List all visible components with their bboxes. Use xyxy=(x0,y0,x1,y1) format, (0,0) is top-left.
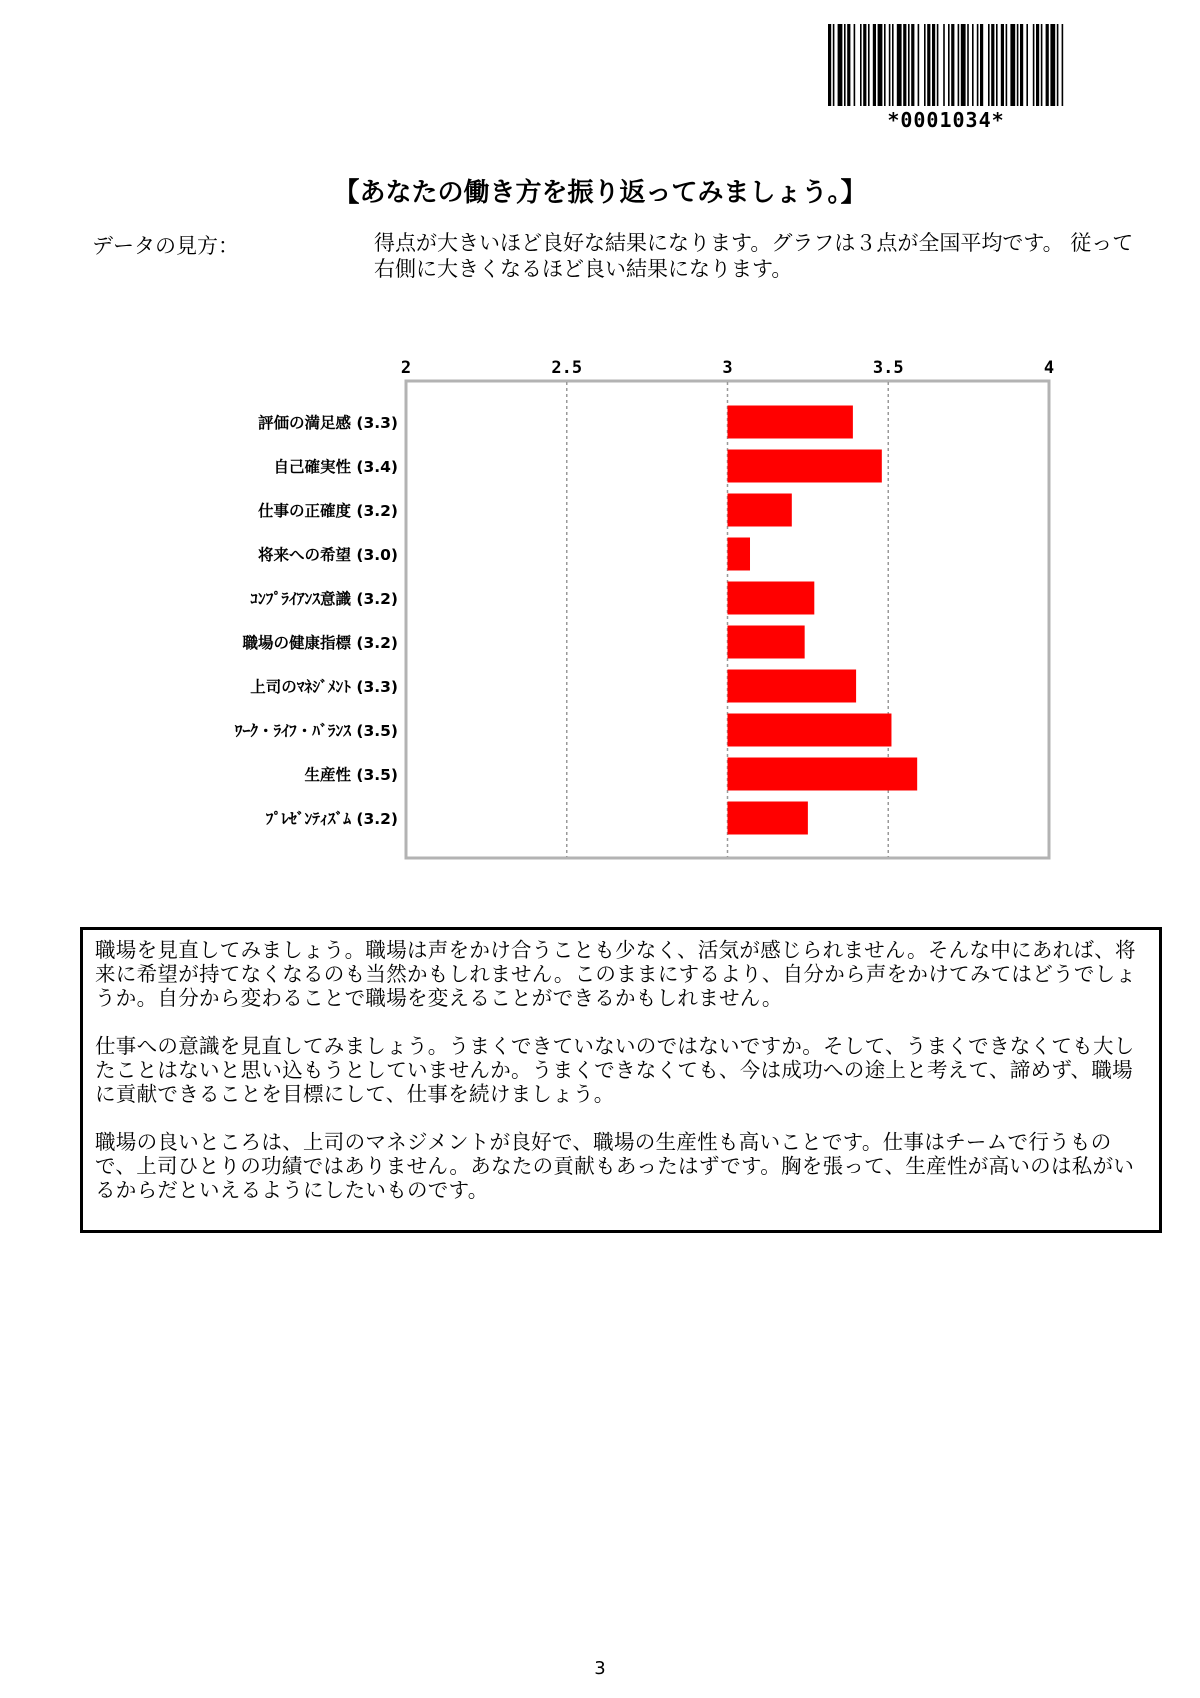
barcode-bar xyxy=(1006,24,1008,106)
x-tick-label: 2 xyxy=(400,358,412,378)
bar xyxy=(728,802,808,835)
barcode-bar xyxy=(847,24,850,106)
bar xyxy=(728,626,805,659)
bar xyxy=(728,538,751,571)
category-label: 上司のﾏﾈｼﾞﾒﾝﾄ (3.3) xyxy=(250,678,398,696)
barcode-bar xyxy=(1017,24,1019,106)
barcode-bar xyxy=(961,24,966,106)
category-label: 評価の満足感 (3.3) xyxy=(257,414,398,432)
barcode-bar xyxy=(980,24,983,106)
bar xyxy=(728,582,815,615)
bar xyxy=(728,450,882,483)
category-label: 職場の健康指標 (3.2) xyxy=(242,634,398,652)
bar xyxy=(728,714,892,747)
comment-box xyxy=(80,927,1162,1233)
barcode-bar xyxy=(828,24,831,106)
barcode-bar xyxy=(1010,24,1015,106)
bar xyxy=(728,758,918,791)
barcode-bar xyxy=(991,24,994,106)
barcode-bar xyxy=(863,24,866,106)
x-tick-label: 3.5 xyxy=(872,358,904,378)
barcode-bar xyxy=(1057,24,1059,106)
comment-paragraph-3: 職場の良いところは、上司のマネジメントが良好で、職場の生産性も高いことです。仕事はチームで行うもので、上司ひとりの功績ではありません。あなたの貢献もあったはずです。胸を張って、生産性が高いのは私がいるからだといえるようにしたいものです。 xyxy=(95,1130,1135,1202)
comment-paragraph-1: 職場を見直してみましょう。職場は声をかけ合うことも少なく、活気が感じられません。そんな中にあれば、将来に希望が持てなくなるのも当然かもしれません。このままにするより、自分から声をかけてみてはどうでしょうか。自分から変わることで職場を変えることができるかもしれません。 xyxy=(95,938,1137,1010)
x-tick-label: 3 xyxy=(722,358,733,378)
barcode-bar xyxy=(833,24,835,106)
barcode-bar xyxy=(868,24,870,106)
barcode xyxy=(826,24,1066,136)
category-label: 生産性 (3.5) xyxy=(304,766,398,784)
category-label: 将来への希望 (3.0) xyxy=(257,546,398,564)
barcode-bar xyxy=(860,24,862,106)
barcode-bar xyxy=(996,24,998,106)
barcode-bar xyxy=(932,24,935,106)
category-label: ﾜｰｸ・ﾗｲﾌ・ﾊﾞﾗﾝｽ (3.5) xyxy=(234,722,398,740)
barcode-bar xyxy=(892,24,894,106)
barcode-bar xyxy=(854,24,856,106)
x-tick-label: 2.5 xyxy=(551,358,583,378)
barcode-bars xyxy=(826,24,1066,108)
barcode-bar xyxy=(988,24,990,106)
category-label: ﾌﾟﾚｾﾞﾝﾃｨｽﾞﾑ (3.2) xyxy=(265,810,398,828)
barcode-bar xyxy=(1041,24,1043,106)
category-label: ｺﾝﾌﾟﾗｲｱﾝｽ意識 (3.2) xyxy=(250,590,398,608)
barcode-bar xyxy=(977,24,979,106)
category-label: 仕事の正確度 (3.2) xyxy=(257,502,398,520)
barcode-bar xyxy=(918,24,920,106)
barcode-bar xyxy=(1033,24,1035,106)
barcode-bar xyxy=(908,24,910,106)
barcode-bar xyxy=(972,24,974,106)
barcode-bar xyxy=(878,24,883,106)
bar xyxy=(728,670,857,703)
barcode-bar xyxy=(1046,24,1049,106)
barcode-bar xyxy=(937,24,939,106)
score-chart-svg xyxy=(200,350,1060,870)
barcode-bar xyxy=(1036,24,1039,106)
barcode-bar xyxy=(1020,24,1023,106)
barcode-bar xyxy=(911,24,914,106)
bar xyxy=(728,406,853,439)
comment-paragraph-2: 仕事への意識を見直してみましょう。うまくできていないのではないですか。そして、うまくできなくても大したことはないと思い込もうとしていませんか。うまくできなくても、今は成功への途上と考えて、諦めず、職場に貢献できることを目標にして、仕事を続けましょう。 xyxy=(95,1034,1135,1106)
score-chart xyxy=(200,350,1060,870)
barcode-bar xyxy=(873,24,876,106)
barcode-bar xyxy=(1050,24,1055,106)
barcode-bar xyxy=(844,24,846,106)
barcode-bar xyxy=(951,24,954,106)
barcode-bar xyxy=(958,24,960,106)
barcode-bar xyxy=(927,24,930,106)
category-label: 自己確実性 (3.4) xyxy=(273,458,398,476)
barcode-bar xyxy=(903,24,906,106)
barcode-bar xyxy=(897,24,902,106)
x-tick-label: 4 xyxy=(1043,358,1055,378)
page-number: 3 xyxy=(594,1658,606,1679)
barcode-bar xyxy=(943,24,945,106)
barcode-text: *0001034* xyxy=(887,108,1005,132)
legend-label: データの見方： xyxy=(92,234,239,258)
bar xyxy=(728,494,792,527)
barcode-bar xyxy=(1062,24,1064,106)
barcode-bar xyxy=(1001,24,1004,106)
barcode-bar xyxy=(889,24,891,106)
legend-text: 得点が大きいほど良好な結果になります。グラフは３点が全国平均です。 従って右側に大きくなるほど良い結果になります。 xyxy=(374,231,1134,281)
barcode-bar xyxy=(948,24,950,106)
barcode-bar xyxy=(838,24,843,106)
barcode-bar xyxy=(967,24,969,106)
barcode-bar xyxy=(884,24,886,106)
barcode-bar xyxy=(924,24,926,106)
barcode-bar xyxy=(1026,24,1028,106)
page-title: 【あなたの働き方を振り返ってみましょう。】 xyxy=(333,178,867,208)
